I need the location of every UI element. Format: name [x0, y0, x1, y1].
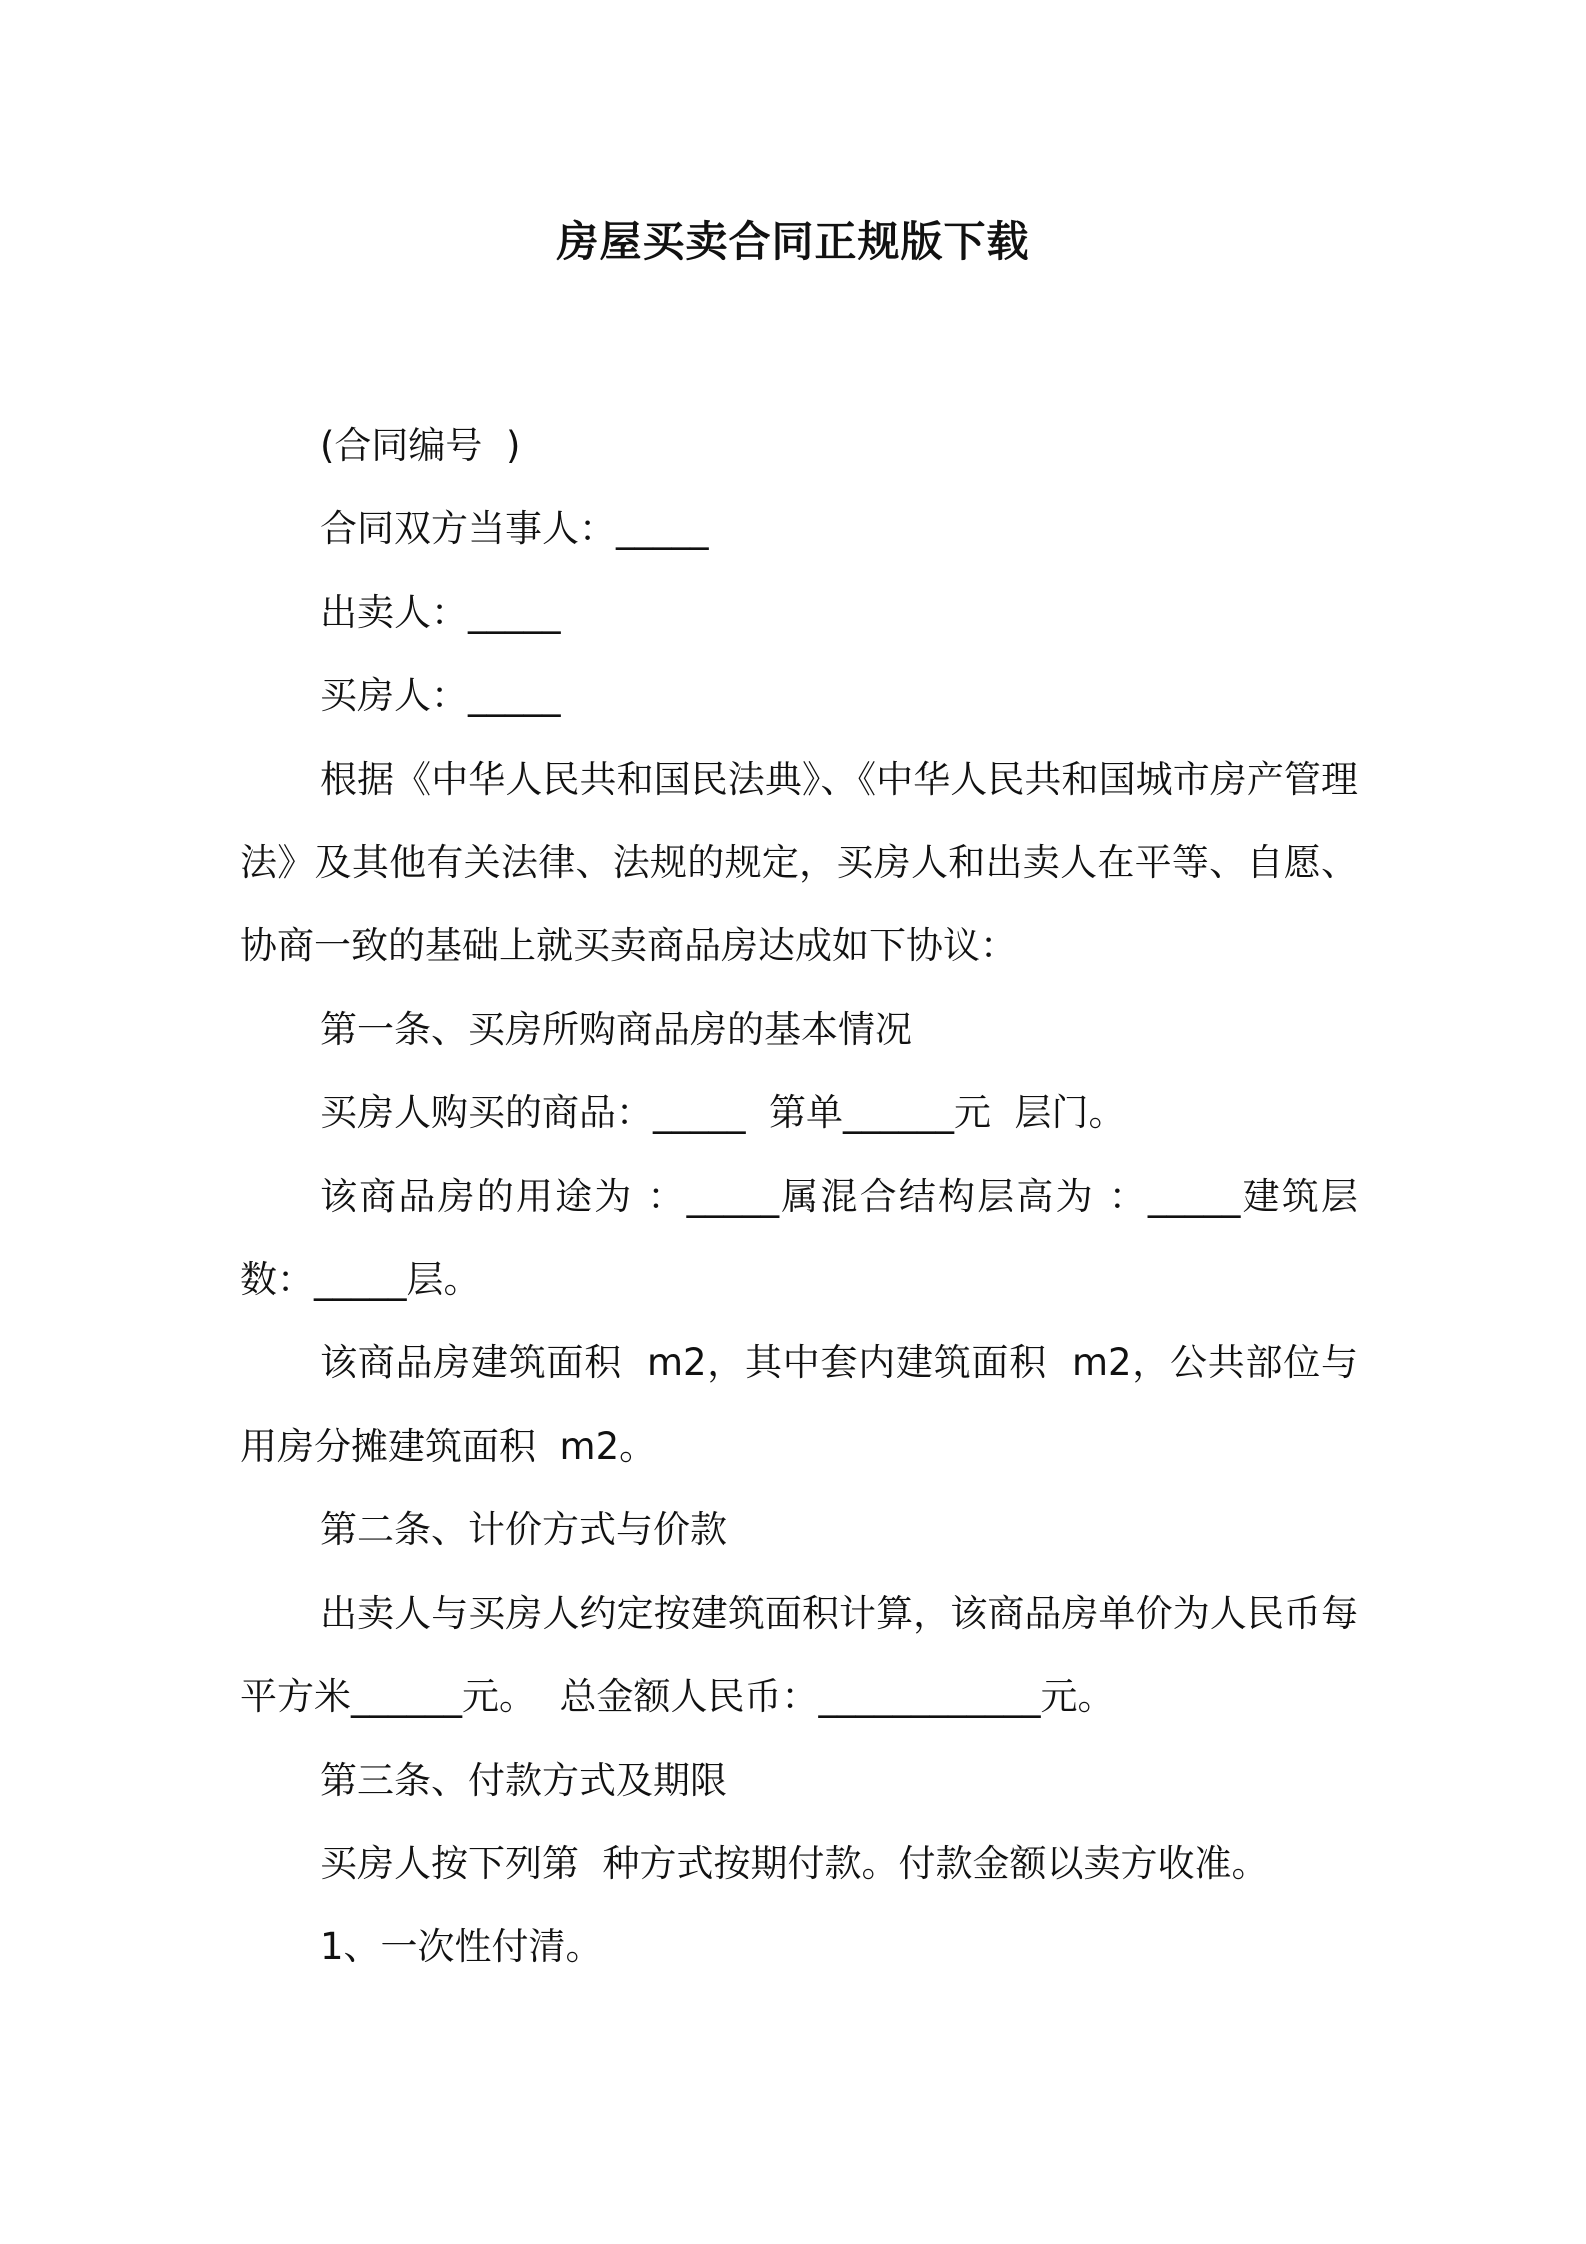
document-body	[240, 404, 1358, 1989]
article-3-heading: 第三条、付款方式及期限	[320, 1758, 727, 1802]
floor-area-paragraph: 该商品房建筑面积 m2，其中套内建筑面积 m2，公共部位与用房分摊建筑面积 m2。	[240, 1341, 1358, 1468]
buyer-line: 买房人：_____	[320, 674, 561, 718]
payment-option-1-line: 1、一次性付清。	[320, 1925, 603, 1969]
purchased-item-line: 买房人购买的商品：_____ 第单______元 层门。	[320, 1091, 1126, 1135]
article-2-heading: 第二条、计价方式与价款	[320, 1508, 727, 1552]
pricing-paragraph: 出卖人与买房人约定按建筑面积计算，该商品房单价为人民币每平方米______元。 总金额人民币：____________元。	[240, 1591, 1358, 1719]
contract-number-line: (合同编号 )	[320, 424, 521, 467]
payment-method-line: 买房人按下列第 种方式按期付款。付款金额以卖方收准。	[320, 1841, 1269, 1885]
seller-line: 出卖人：_____	[320, 590, 561, 634]
parties-line: 合同双方当事人：_____	[320, 507, 709, 551]
article-1-heading: 第一条、买房所购商品房的基本情况	[320, 1007, 912, 1051]
property-usage-paragraph: 该商品房的用途为 ：_____属混合结构层高为 ：_____建筑层数：_____层。	[240, 1174, 1358, 1302]
legal-basis-paragraph: 根据《中华人民共和国民法典》、《中华人民共和国城市房产管理法》及其他有关法律、法规的规定，买房人和出卖人在平等、自愿、协商一致的基础上就买卖商品房达成如下协议：	[240, 757, 1358, 968]
document-title: 房屋买卖合同正规版下载	[556, 217, 1030, 266]
